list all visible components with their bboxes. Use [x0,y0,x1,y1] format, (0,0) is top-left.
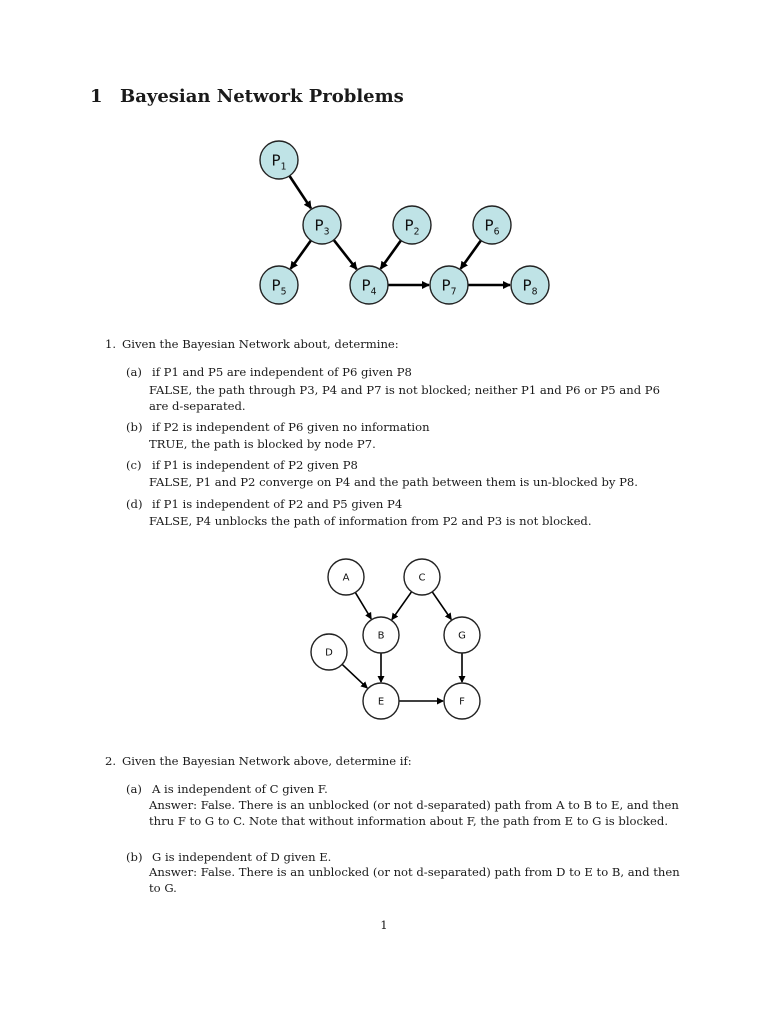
d2-node-e [363,683,399,719]
d1-node-p5 [260,266,298,304]
q1d-answer: FALSE, P4 unblocks the path of information from P2 and P3 is not blocked. [149,514,592,528]
question-1-text: Given the Bayesian Network about, determine: [122,337,399,351]
d1-node-label: $P_8$ [522,276,538,298]
question-2-prompt [105,753,412,769]
bayesian-network-diagram-2 [300,545,500,735]
d1-node-p4 [350,266,388,304]
d1-edge-p3-to-p4 [334,240,357,269]
q2a-answer: Answer: False. There is an unblocked (or not d-separated) path from A to B to E, and then thru F to G to C. Note that without information about F, the path from E to G is blocked. [149,798,679,828]
q1c-question-text: if P1 is independent of P2 given P8 [152,458,358,472]
page-number: 1 [380,918,388,932]
d2-node-b [363,617,399,653]
d1-node-label: $P_1$ [271,151,287,173]
d2-node-label: F [459,696,465,708]
q1b-question-text: if P2 is independent of P6 given no information [152,420,430,434]
d1-node-p8 [511,266,549,304]
d2-node-label: C [418,572,426,584]
q2b-question-text: G is independent of D given E. [152,850,332,864]
q2b-question [126,849,331,865]
d1-node-label: $P_5$ [271,276,287,298]
d2-node-d [311,634,347,670]
d2-node-c [404,559,440,595]
d1-edge-p3-to-p5 [291,240,311,268]
d1-node-label: $P_6$ [484,216,500,238]
d1-node-p3 [303,206,341,244]
d2-node-label: A [342,572,350,584]
q1d-question [126,496,402,512]
q1c-label: (c) [126,458,142,472]
q2b-label: (b) [126,850,143,864]
d1-edge-p6-to-p7 [461,240,481,268]
d1-node-label: $P_7$ [441,276,457,298]
d2-node-label: B [377,630,385,642]
d2-node-f [444,683,480,719]
q2a-question-text: A is independent of C given F. [152,782,328,796]
q1b-question [126,419,430,435]
q1d-question-text: if P1 is independent of P2 and P5 given P4 [152,497,403,511]
question-1-prompt [105,336,399,352]
q1c-answer: FALSE, P1 and P2 converge on P4 and the path between them is un-blocked by P8. [149,475,638,489]
q2a-question [126,781,328,797]
d2-node-g [444,617,480,653]
q1c-question [126,457,358,473]
q1a-answer: FALSE, the path through P3, P4 and P7 is not blocked; neither P1 and P6 or P5 and P6 are d-separated. [149,383,660,413]
d2-node-label: G [458,630,466,642]
section-heading [90,86,404,107]
section-title: Bayesian Network Problems [120,86,404,107]
q1b-label: (b) [126,420,143,434]
d1-node-p1 [260,141,298,179]
bayesian-network-diagram-1 [250,130,560,310]
section-number: 1 [90,86,103,107]
q1a-question [126,364,412,380]
q1a-question-text: if P1 and P5 are independent of P6 given P8 [152,365,412,379]
q1b-answer: TRUE, the path is blocked by node P7. [149,437,376,451]
d1-edge-p2-to-p4 [381,240,401,268]
d2-node-label: E [377,696,385,708]
question-2-text: Given the Bayesian Network above, determine if: [122,754,412,768]
d2-edge-a-to-b [355,592,371,618]
d2-edge-d-to-e [342,664,367,688]
question-1-label: 1. [105,337,117,351]
d1-node-label: $P_3$ [314,216,330,238]
d1-edge-p1-to-p3 [289,176,310,208]
q2b-answer: Answer: False. There is an unblocked (or not d-separated) path from D to E to B, and then to G. [149,865,680,895]
d2-edge-c-to-b [392,592,412,620]
question-2-label: 2. [105,754,117,768]
q1d-label: (d) [126,497,143,511]
d2-node-a [328,559,364,595]
q1a-label: (a) [126,365,142,379]
d1-node-label: $P_4$ [361,276,377,298]
q2a-label: (a) [126,782,142,796]
d1-node-p6 [473,206,511,244]
d2-node-label: D [325,647,333,659]
d2-edge-c-to-g [432,592,451,620]
d1-node-p7 [430,266,468,304]
d1-node-label: $P_2$ [404,216,420,238]
d1-node-p2 [393,206,431,244]
